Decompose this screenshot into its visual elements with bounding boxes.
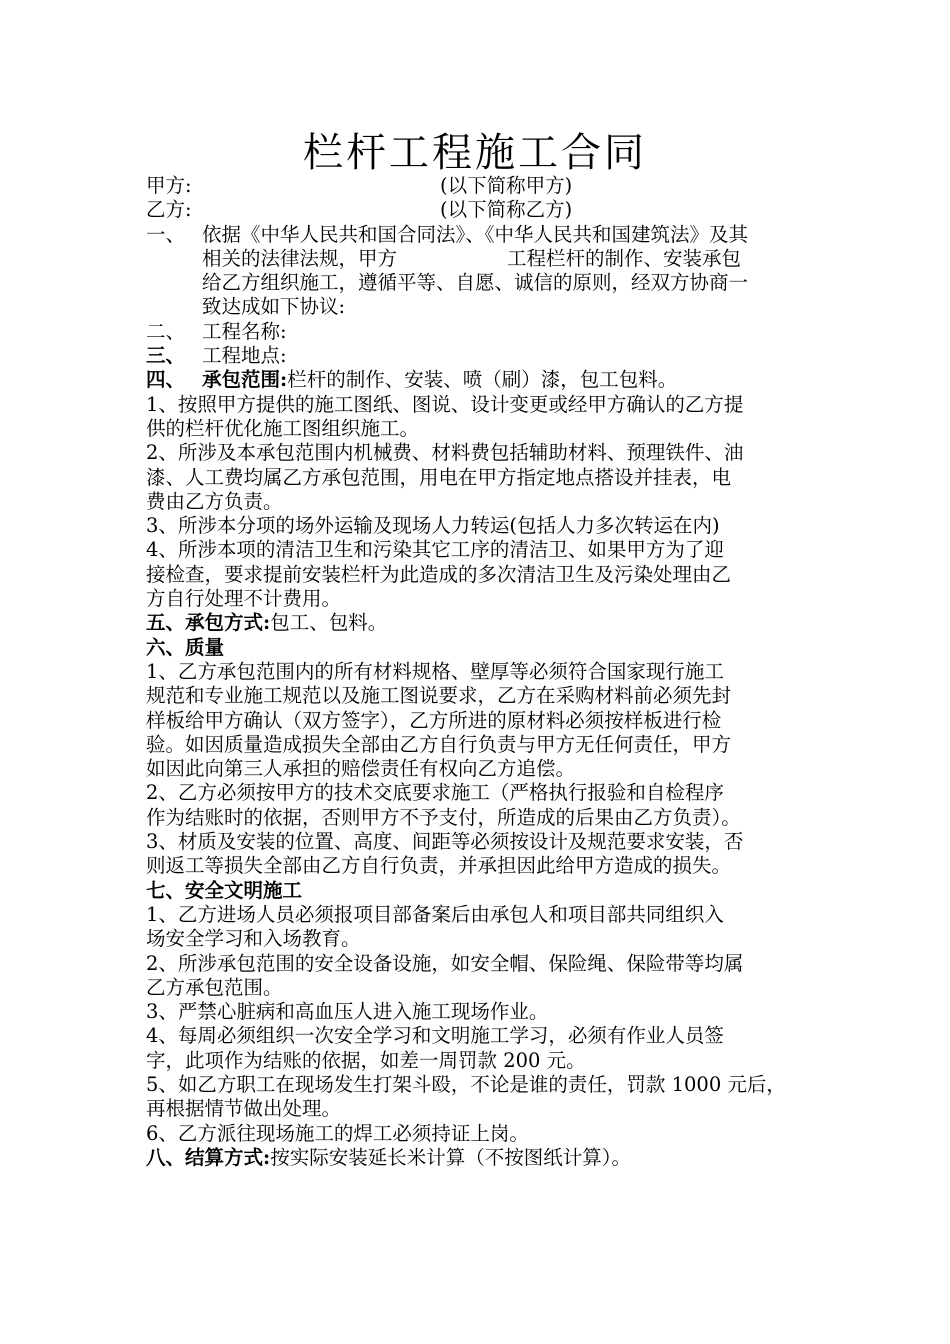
clause-line: 则返工等损失全部由乙方自行负责，并承担因此给甲方造成的损失。 <box>146 854 732 878</box>
section-8 <box>146 1146 816 1170</box>
clause-line: 再根据情节做出处理。 <box>146 1097 342 1121</box>
clause-line: 方自行处理不计费用。 <box>146 587 342 611</box>
clause-line: 1、乙方承包范围内的所有材料规格、壁厚等必须符合国家现行施工 <box>146 659 724 683</box>
section-2-number: 二、 <box>146 319 186 343</box>
scope-clauses <box>146 393 816 612</box>
section-1-line: 依据《中华人民共和国合同法》、《中华人民共和国建筑法》及其 <box>202 222 749 246</box>
section-8-text: 按实际安装延长米计算（不按图纸计算）。 <box>270 1145 631 1169</box>
section-3 <box>146 344 816 368</box>
clause-line: 样板给甲方确认（双方签字），乙方所进的原材料必须按样板进行检 <box>146 708 722 732</box>
clause-line: 验。如因质量造成损失全部由乙方自行负责与甲方无任何责任，甲方 <box>146 732 732 756</box>
clause-line: 2、乙方必须按甲方的技术交底要求施工（严格执行报验和自检程序 <box>146 781 724 805</box>
party-b-line <box>146 198 816 222</box>
section-1-line: 给乙方组织施工，遵循平等、自愿、诚信的原则，经双方协商一 <box>202 271 749 295</box>
section-1-line-part: 工程栏杆的制作、安装承包 <box>507 246 742 270</box>
section-6-heading: 六、质量 <box>146 635 225 659</box>
project-location-label: 工程地点: <box>202 344 287 368</box>
clause-line: 3、严禁心脏病和高血压人进入施工现场作业。 <box>146 1000 549 1024</box>
section-1-line-part: 相关的法律法规，甲方 <box>202 246 398 270</box>
section-8-label: 八、结算方式: <box>146 1145 271 1169</box>
clause-line: 场安全学习和入场教育。 <box>146 927 361 951</box>
clause-line: 供的栏杆优化施工图组织施工。 <box>146 416 420 440</box>
party-b-note: (以下简称乙方) <box>440 198 573 222</box>
clause-line: 2、所涉及本承包范围内机械费、材料费包括辅助材料、预理铁件、油 <box>146 441 744 465</box>
section-1-number: 一、 <box>146 222 186 246</box>
clause-line: 1、乙方进场人员必须报项目部备案后由承包人和项目部共同组织入 <box>146 902 724 926</box>
clause-line: 漆、人工费均属乙方承包范围，用电在甲方指定地点搭设并挂表，电 <box>146 465 732 489</box>
section-4 <box>146 368 816 392</box>
party-a-note: (以下简称甲方) <box>440 174 573 197</box>
section-1-line: 致达成如下协议: <box>202 295 346 319</box>
section-5-label: 五、承包方式: <box>146 611 271 635</box>
section-5-text: 包工、包料。 <box>270 611 388 635</box>
party-a-label: 甲方: <box>146 174 192 197</box>
clause-line: 如因此向第三人承担的赔偿责任有权向乙方追偿。 <box>146 757 576 781</box>
document-title: 栏杆工程施工合同 <box>303 130 647 176</box>
clause-line: 字，此项作为结账的依据，如差一周罚款 200 元。 <box>146 1048 586 1072</box>
party-b-label: 乙方: <box>146 198 192 222</box>
clause-line: 3、材质及安装的位置、高度、间距等必须按设计及规范要求安装，否 <box>146 830 744 854</box>
project-name-label: 工程名称: <box>202 319 287 343</box>
clause-line: 接检查，要求提前安装栏杆为此造成的多次清洁卫生及污染处理由乙 <box>146 562 732 586</box>
section-4-label: 承包范围: <box>202 368 288 392</box>
section-5 <box>146 611 816 635</box>
clause-line: 4、每周必须组织一次安全学习和文明施工学习，必须有作业人员签 <box>146 1024 724 1048</box>
quality-clauses <box>146 660 816 879</box>
section-4-text: 栏杆的制作、安装、喷（刷）漆，包工包料。 <box>287 368 678 392</box>
clause-line: 4、所涉本项的清洁卫生和污染其它工序的清洁卫、如果甲方为了迎 <box>146 538 724 562</box>
section-1 <box>146 223 816 320</box>
clause-line: 1、按照甲方提供的施工图纸、图说、设计变更或经甲方确认的乙方提 <box>146 392 744 416</box>
clause-line: 3、所涉本分项的场外运输及现场人力转运(包括人力多次转运在内) <box>146 514 720 538</box>
section-3-number: 三、 <box>146 344 186 368</box>
party-a-line <box>146 174 816 198</box>
section-7-heading: 七、安全文明施工 <box>146 878 303 902</box>
clause-line: 作为结账时的依据，否则甲方不予支付，所造成的后果由乙方负责）。 <box>146 805 741 829</box>
section-2 <box>146 320 816 344</box>
clause-line: 5、如乙方职工在现场发生打架斗殴，不论是谁的责任，罚款 1000 元后， <box>146 1072 786 1096</box>
section-1-line <box>202 247 816 271</box>
clause-line: 6、乙方派往现场施工的焊工必须持证上岗。 <box>146 1121 529 1145</box>
section-4-number: 四、 <box>146 368 186 392</box>
clause-line: 规范和专业施工规范以及施工图说要求，乙方在采购材料前必须先封 <box>146 684 732 708</box>
safety-clauses <box>146 903 816 1146</box>
contract-body <box>146 174 816 1170</box>
clause-line: 乙方承包范围。 <box>146 975 283 999</box>
clause-line: 费由乙方负责。 <box>146 489 283 513</box>
clause-line: 2、所涉承包范围的安全设备设施，如安全帽、保险绳、保险带等均属 <box>146 951 744 975</box>
